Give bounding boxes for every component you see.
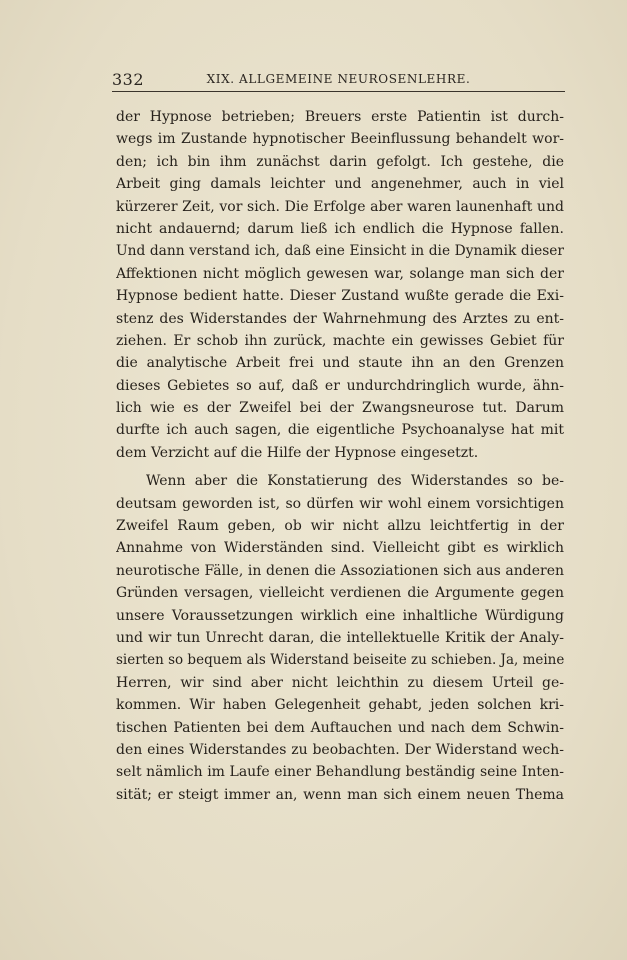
text-line: Herren, wir sind aber nicht leichthin zu diesem Urteil ge-	[116, 674, 564, 691]
text-line: ziehen. Er schob ihn zurück, machte ein gewisses Gebiet für	[116, 332, 564, 349]
text-line: Hypnose bedient hatte. Dieser Zustand wußte gerade die Exi-	[116, 288, 564, 305]
text-line: der Hypnose betrieben; Breuers erste Patientin ist durch-	[116, 109, 564, 125]
text-line: lich wie es der Zweifel bei der Zwangsneurose tut. Darum	[116, 400, 564, 417]
text-line: tischen Patienten bei dem Auftauchen und nach dem Schwin-	[116, 719, 564, 736]
text-line: und wir tun Unrecht daran, die intellektuelle Kritik der Analy-	[116, 629, 564, 646]
text-line: sierten so bequem als Widerstand beiseite zu schieben. Ja, meine	[116, 652, 564, 669]
text-line: selt nämlich im Laufe einer Behandlung beständig seine Inten-	[116, 764, 564, 781]
text-line: Gründen versagen, vielleicht verdienen die Argumente gegen	[116, 585, 564, 602]
text-line: stenz des Widerstandes der Wahrnehmung des Arztes zu ent-	[116, 310, 564, 327]
text-line: durfte ich auch sagen, die eigentliche Psychoanalyse hat mit	[116, 422, 564, 439]
text-line: Zweifel Raum geben, ob wir nicht allzu leichtfertig in der	[116, 518, 564, 535]
paragraph	[116, 106, 564, 464]
page-header	[112, 70, 565, 92]
text-line: Wenn aber die Konstatierung des Widerstandes so be-	[146, 473, 564, 490]
page-number: 332	[112, 70, 145, 89]
body-text	[116, 106, 564, 806]
text-line: dieses Gebietes so auf, daß er undurchdringlich wurde, ähn-	[116, 377, 564, 394]
text-line: Affektionen nicht möglich gewesen war, solange man sich der	[116, 265, 564, 282]
text-line: wegs im Zustande hypnotischer Beeinflussung behandelt wor-	[116, 131, 564, 148]
text-line: neurotische Fälle, in denen die Assoziationen sich aus anderen	[116, 562, 564, 579]
text-line: sität; er steigt immer an, wenn man sich einem neuen Thema	[116, 786, 564, 803]
text-line: Arbeit ging damals leichter und angenehmer, auch in viel	[116, 176, 564, 193]
text-line: Und dann verstand ich, daß eine Einsicht in die Dynamik dieser	[116, 243, 564, 260]
text-line: unsere Voraussetzungen wirklich eine inhaltliche Würdigung	[116, 607, 564, 624]
text-line: kommen. Wir haben Gelegenheit gehabt, jeden solchen kri-	[116, 697, 564, 714]
text-line: dem Verzicht auf die Hilfe der Hypnose eingesetzt.	[116, 444, 479, 461]
text-line: nicht andauernd; darum ließ ich endlich die Hypnose fallen.	[116, 220, 564, 237]
text-line: deutsam geworden ist, so dürfen wir wohl einem vorsichtigen	[116, 495, 564, 512]
text-line: Annahme von Widerständen sind. Vielleicht gibt es wirklich	[116, 540, 564, 557]
running-title: XIX. ALLGEMEINE NEUROSENLEHRE.	[206, 72, 471, 86]
paragraph	[116, 470, 564, 806]
header-rule	[112, 91, 565, 92]
text-line: die analytische Arbeit frei und staute ihn an den Grenzen	[116, 355, 564, 372]
text-line: den eines Widerstandes zu beobachten. Der Widerstand wech-	[116, 741, 564, 758]
text-line: kürzerer Zeit, vor sich. Die Erfolge aber waren launenhaft und	[116, 198, 564, 215]
text-line: den; ich bin ihm zunächst darin gefolgt. Ich gestehe, die	[116, 153, 564, 170]
